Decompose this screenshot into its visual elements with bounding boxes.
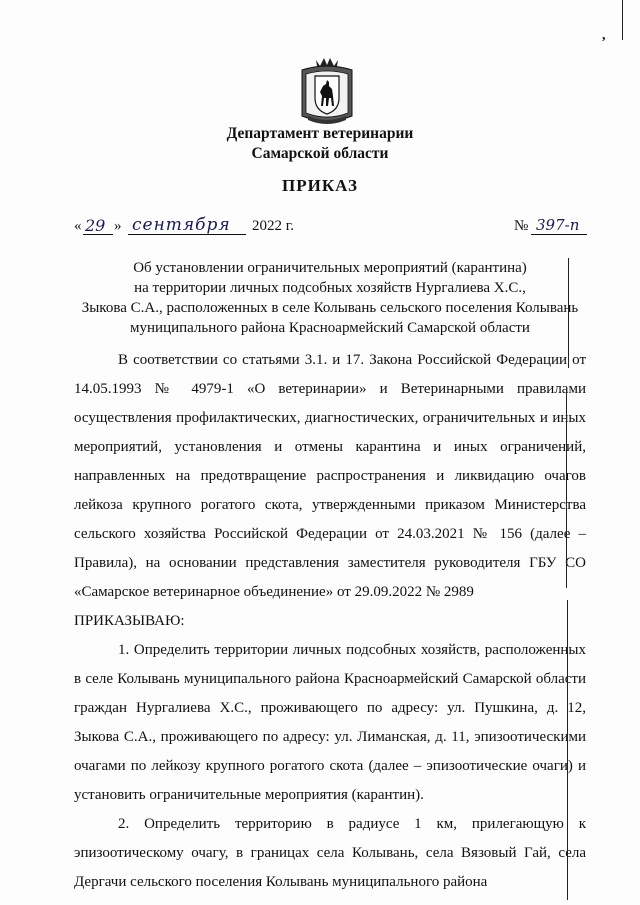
- subject-line2: на территории личных подсобных хозяйств Нургалиева Х.С.,: [134, 280, 526, 296]
- doc-type-title: ПРИКАЗ: [282, 176, 358, 195]
- subject-line3: Зыкова С.А., расположенных в селе Колывань сельского поселения Колывань: [81, 300, 579, 316]
- order-word: ПРИКАЗЫВАЮ:: [74, 613, 185, 629]
- department-line2: Самарской области: [251, 145, 389, 162]
- dateline: [74, 216, 590, 240]
- number-prefix: №: [514, 218, 529, 234]
- close-quote: »: [114, 218, 122, 234]
- scan-edge-line: [567, 600, 568, 900]
- month-handwritten: сентября: [132, 215, 231, 235]
- coat-of-arms-icon: [296, 56, 358, 126]
- day-underline: [83, 234, 113, 235]
- open-quote: «: [74, 218, 82, 234]
- order-body: [74, 346, 586, 897]
- day-handwritten: 29: [85, 216, 106, 235]
- subject-line4: муниципального района Красноармейский Самарской области: [130, 320, 530, 336]
- number-underline: [531, 234, 587, 235]
- year-text: 2022 г.: [252, 218, 294, 234]
- department-line1: Департамент ветеринарии: [226, 125, 414, 142]
- scan-dot-mark: ,: [602, 28, 606, 43]
- scan-edge-line: [568, 258, 569, 368]
- scan-edge-line: [566, 388, 567, 588]
- item-2-paragraph: 2. Определить территорию в радиусе 1 км, прилегающую к эпизоотическому очагу, в границах села Колывань, села Вязовый Гай, села Дергачи сельского поселения Колывань муниципального района: [74, 816, 586, 890]
- item-1-paragraph: 1. Определить территории личных подсобных хозяйств, расположенных в селе Колывань муниципального района Красноармейский Самарской области граждан Нургалиева Х.С., проживающего по адресу: ул. Пушкина, д. 12, Зыкова С.А., проживающего по адресу: ул. Лиманская, д. 11, эпизоотическими очагами по лейкозу крупного рогатого скота (далее – эпизоотические очаги) и установить ограничительные мероприятия (карантин).: [74, 642, 586, 803]
- subject-line1: Об установлении ограничительных мероприятий (карантина): [133, 260, 527, 276]
- department-name: [0, 124, 640, 164]
- month-underline: [128, 234, 246, 235]
- number-handwritten: 397-п: [536, 216, 580, 234]
- preamble-paragraph: В соответствии со статьями 3.1. и 17. Закона Российской Федерации от 14.05.1993 № 4979-1 «О ветеринарии» и Ветеринарными правилами осуществления профилактических, диагностических, ограничительных и иных мероприятий, установления и отмены карантина и иных ограничений, направленных на предотвращение распространения и ликвидацию очагов лейкоза крупного рогатого скота, утвержденными приказом Министерства сельского хозяйства Российской Федерации от 24.03.2021 № 156 (далее – Правила), на основании представления заместителя руководителя ГБУ СО «Самарское ветеринарное объединение» от 29.09.2022 № 2989: [74, 352, 586, 600]
- scan-edge-line: [622, 0, 623, 40]
- order-subject: [60, 258, 600, 338]
